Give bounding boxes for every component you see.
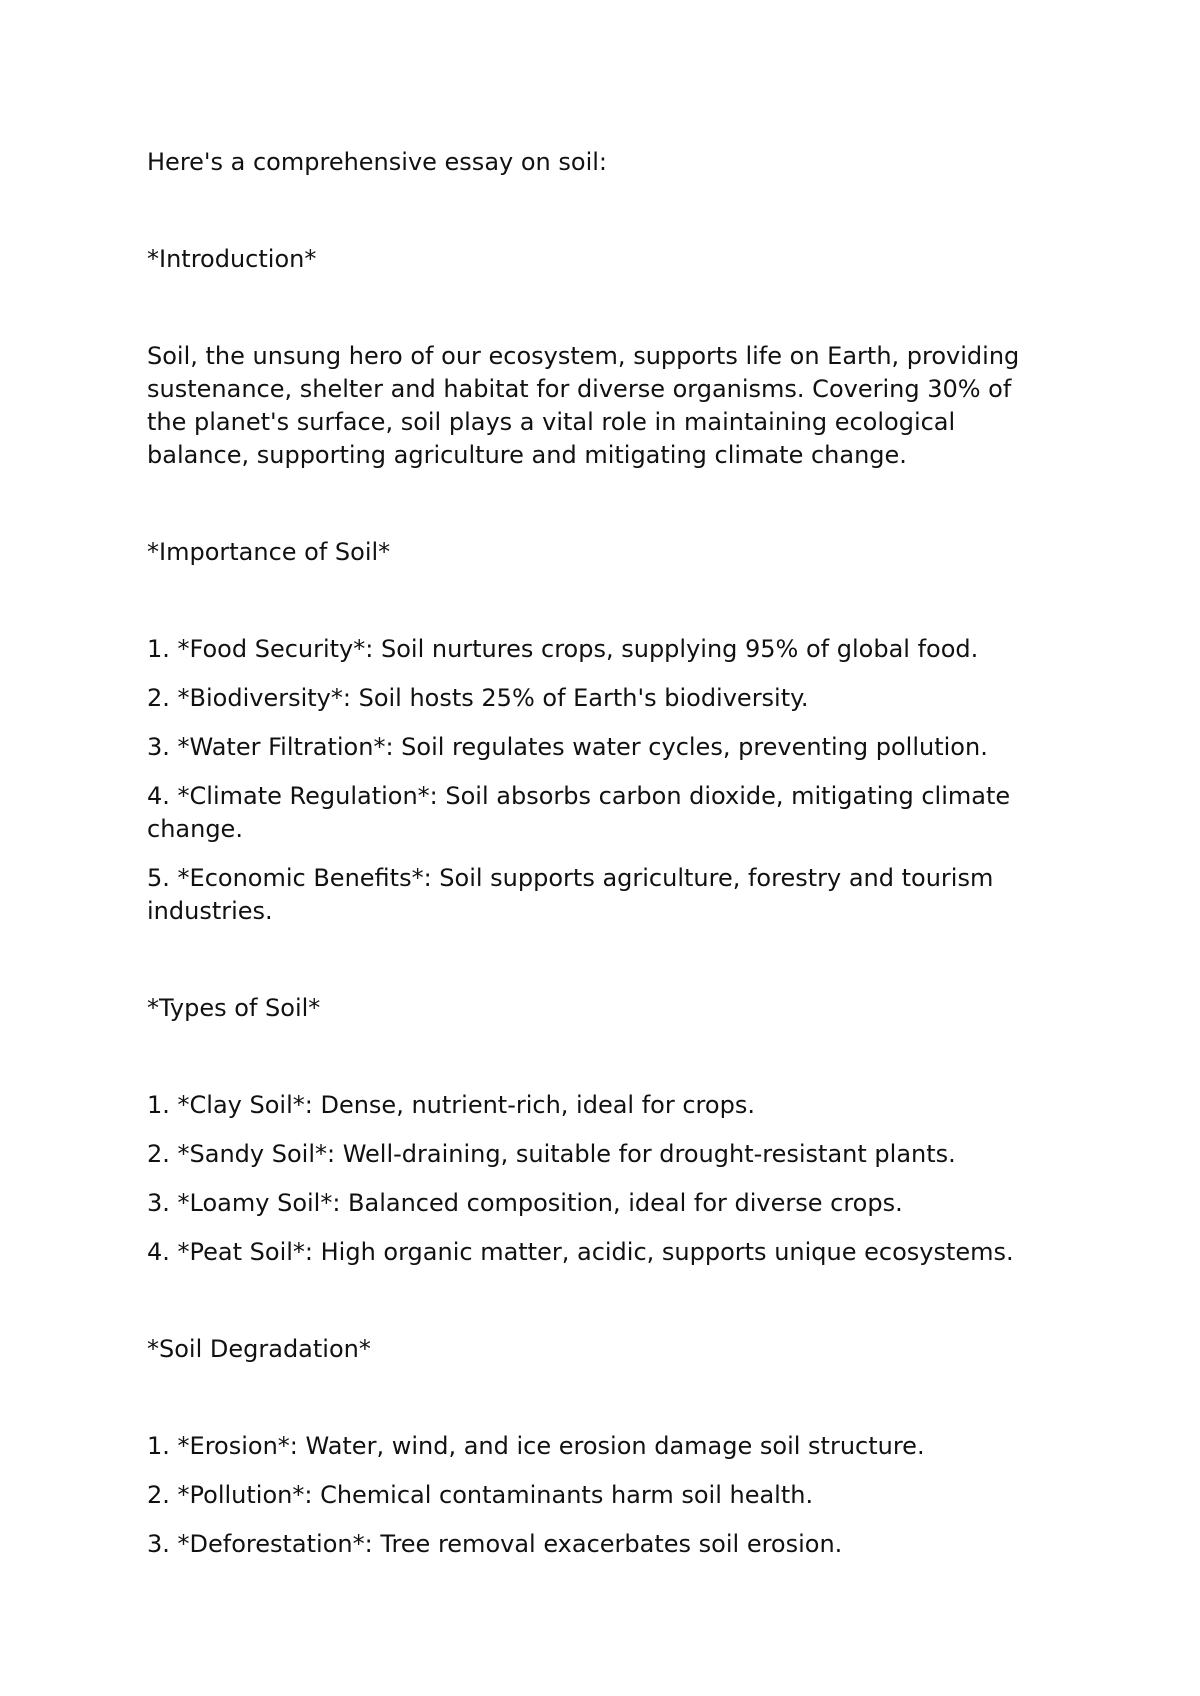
list-item: 2. *Pollution*: Chemical contaminants harm soil health.	[147, 1481, 814, 1509]
list-item: 5. *Economic Benefits*: Soil supports agriculture, forestry and tourism industries.	[147, 864, 994, 925]
list-item: 2. *Sandy Soil*: Well-draining, suitable for drought-resistant plants.	[147, 1140, 956, 1168]
list-item: 4. *Climate Regulation*: Soil absorbs carbon dioxide, mitigating climate change.	[147, 782, 1011, 843]
list-item: 3. *Loamy Soil*: Balanced composition, ideal for diverse crops.	[147, 1189, 903, 1217]
list-item: 3. *Deforestation*: Tree removal exacerbates soil erosion.	[147, 1530, 843, 1558]
introduction-paragraph: Soil, the unsung hero of our ecosystem, supports life on Earth, providing sustenance, shelter and habitat for diverse organisms. Covering 30% of the planet's surface, soil plays a vital role in maintaining ecological balance, supporting agriculture and mitigating climate change.	[147, 342, 1020, 469]
list-item: 2. *Biodiversity*: Soil hosts 25% of Earth's biodiversity.	[147, 684, 809, 712]
list-item: 1. *Erosion*: Water, wind, and ice erosion damage soil structure.	[147, 1432, 925, 1460]
importance-list	[147, 633, 1047, 928]
list-item: 1. *Clay Soil*: Dense, nutrient-rich, ideal for crops.	[147, 1091, 755, 1119]
spacer	[147, 928, 1047, 992]
heading-degradation: *Soil Degradation*	[147, 1335, 371, 1363]
degradation-list	[147, 1430, 1047, 1561]
list-item: 4. *Peat Soil*: High organic matter, acidic, supports unique ecosystems.	[147, 1238, 1014, 1266]
list-item: 3. *Water Filtration*: Soil regulates water cycles, preventing pollution.	[147, 733, 988, 761]
heading-types: *Types of Soil*	[147, 994, 321, 1022]
spacer	[147, 1269, 1047, 1333]
document-page	[147, 146, 1047, 1561]
intro-line: Here's a comprehensive essay on soil:	[147, 148, 607, 176]
heading-introduction: *Introduction*	[147, 245, 317, 273]
heading-importance: *Importance of Soil*	[147, 538, 391, 566]
types-list	[147, 1089, 1047, 1269]
list-item: 1. *Food Security*: Soil nurtures crops, supplying 95% of global food.	[147, 635, 979, 663]
